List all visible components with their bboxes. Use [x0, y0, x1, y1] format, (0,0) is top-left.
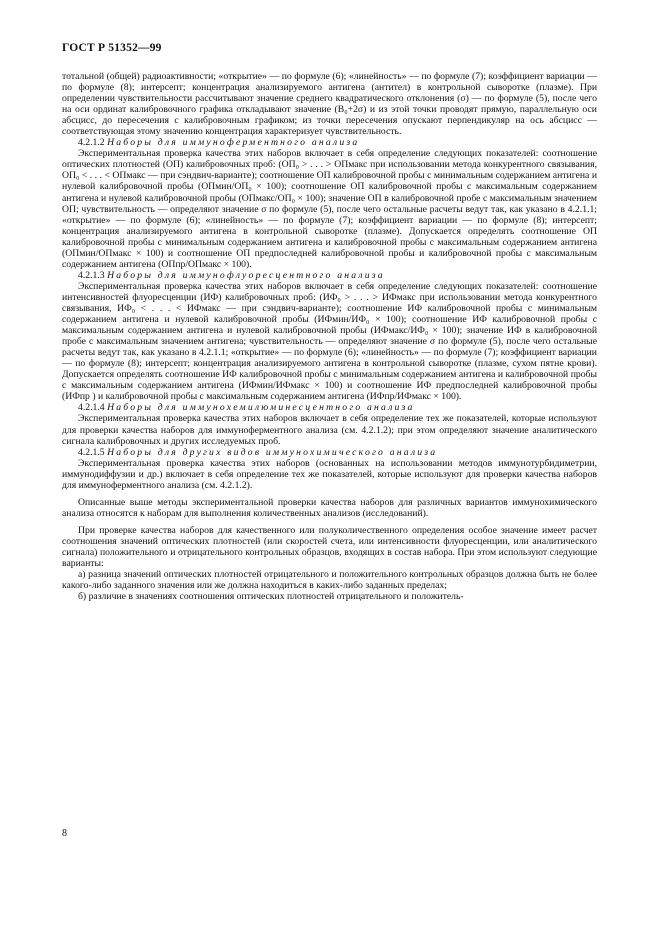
section-title: Наборы для иммунохемилюминесцентного анализа [107, 402, 415, 414]
section-title: Наборы для иммуноферментного анализа [107, 137, 360, 149]
section-heading-4-2-1-3 [62, 270, 597, 281]
document-body [62, 71, 597, 602]
paragraph-quantitative-note: Описанные выше методы экспериментальной проверки качества наборов для различных вариантов иммунохимического анализа относятся к наборам для выполнения количественных анализов (исследований). [62, 496, 597, 519]
paragraph-qualitative-check: При проверке качества наборов для качественного или полуколичественного определения особое значение имеет расчет соотношения значений оптических плотностей (или скоростей счета, или интенсивности флуоресценции, или аналитического сигнала) положительного и отрицательного контрольных образцов, входящих в состав набора. При этом используют следующие варианты: [62, 524, 597, 570]
paragraph-ifa-kits: Экспериментальная проверка качества этих наборов включает в себя определение следующих показателей: соотношение оптических плотностей (ОП) калибровочных проб: (ОП₀ > . . . > ОПмакс при использовании метода конкурентного связывания, ОП₀ < . . . < ОПмакс — при сэндвич-варианте); соотношение ОП калибровочной пробы с минимальным содержанием антигена и нулевой калибровочной пробы (ОПмин/ОП₀ × 100); соотношение ОП калибровочной пробы с максимальным содержанием антигена и нулевой калибровочной пробы (ОПмакс/ОП₀ × 100); значение ОП в калибровочной пробе с максимальным значением ОП; чувствительность — определяют значение σ по формуле (5), после чего остальные расчеты ведут так, как указано в 4.2.1.1; «открытие» — по формуле (6); «линейность» — по формуле (7); коэффициент вариации — по формуле (8); интерсепт; концентрация анализируемого антигена в контрольной сыворотке (плазме). Допускается определять соотношение ОП калибровочной пробы с минимальным содержанием антигена и калибровочной пробы с максимальным содержанием антигена (ОПмин/ОПмакс × 100) и соотношение ОП предпоследней калибровочной пробы и калибровочной пробы с максимальным содержанием антигена (ОПпр/ОПмакс × 100). [62, 148, 597, 270]
document-header: ГОСТ Р 51352—99 [62, 42, 162, 54]
section-title: Наборы для иммунофлуоресцентного анализа [107, 269, 385, 281]
section-number: 4.2.1.5 [78, 446, 105, 458]
section-heading-4-2-1-5 [62, 447, 597, 458]
paragraph-radioactivity-continuation: тотальной (общей) радиоактивности; «открытие» — по формуле (6); «линейность» — по формуле (7); коэффициент вариации — по формуле (8); интерсепт; концентрация анализируемого антигена (антител) в контрольной сыворотке (плазме). При определении чувствительности рассчитывают значение среднего квадратического отклонения (σ) — по формуле (5), после чего на оси ординат калибровочного графика откладывают значение (B₀+2σ) и из этой точки проводят прямую, параллельную оси абсцисс, до пересечения с калибровочным графиком; из точки пересечения опускают перпендикуляр на ось абсцисс — соответствующая этому значению концентрация характеризует чувствительность. [62, 71, 597, 138]
list-item-a: а) разница значений оптических плотностей отрицательного и положительного контрольных образцов должна быть не более какого-либо заданного значения или же должна находиться в каких-либо заданных пределах; [62, 569, 597, 592]
list-item-b: б) различие в значениях соотношения оптических плотностей отрицательного и положитель- [78, 591, 464, 603]
section-title: Наборы для других видов иммунохимического анализа [107, 446, 438, 458]
page-number: 8 [62, 828, 67, 839]
section-number: 4.2.1.3 [78, 269, 105, 281]
section-heading-4-2-1-4 [62, 402, 597, 413]
section-number: 4.2.1.4 [78, 402, 105, 414]
paragraph-fluorescence-kits: Экспериментальная проверка качества этих наборов включает в себя определение следующих показателей: соотношение интенсивностей флуоресценции (ИФ) калибровочных проб: (ИФ₀ > . . . > ИФмакс при использовании метода конкурентного связывания, ИФ₀ < . . . < ИФмакс — при сэндвич-варианте); соотношение ИФ калибровочной пробы с минимальным содержанием антигена и нулевой калибровочной пробы (ИФмин/ИФ₀ × 100); соотношение ИФ калибровочной пробы с максимальным содержанием антигена и нулевой калибровочной пробы (ИФмакс/ИФ₀ × 100); значение ИФ в калибровочной пробе с максимальным значением антигена; чувствительность — определяют значение σ по формуле (5), после чего остальные расчеты ведут так, как указано в 4.2.1.1; «открытие» — по формуле (6); «линейность» — по формуле (7); коэффициент вариации — по формуле (8); интерсепт; концентрация анализируемого антигена в контрольной сыворотке (плазме, сухом пятне крови). Допускается определять соотношение ИФ калибровочной пробы с минимальным содержанием антигена и калибровочной пробы с максимальным содержанием антигена (ИФмин/ИФмакс × 100) и соотношение ИФ предпоследней калибровочной пробы (ИФпр ) и калибровочной пробы с максимальным содержанием антигена (ИФпр/ИФмакс × 100). [62, 280, 597, 403]
section-number: 4.2.1.2 [78, 137, 105, 149]
section-heading-4-2-1-2 [62, 137, 597, 148]
paragraph-chemiluminescence-kits: Экспериментальная проверка качества этих наборов включает в себя определение тех же показателей, которые используют для проверки качества наборов для иммуноферментного анализа (см. 4.2.1.2); при этом определяют значение аналитического сигнала калибровочных и других исследуемых проб. [62, 413, 597, 447]
paragraph-other-kits: Экспериментальная проверка качества этих наборов (основанных на использовании методов иммунотурбидиметрии, иммунодиффузии и др.) включает в себя определение тех же показателей, которые используют для проверки качества наборов для иммуноферментного анализа (см. 4.2.1.2). [62, 457, 597, 491]
